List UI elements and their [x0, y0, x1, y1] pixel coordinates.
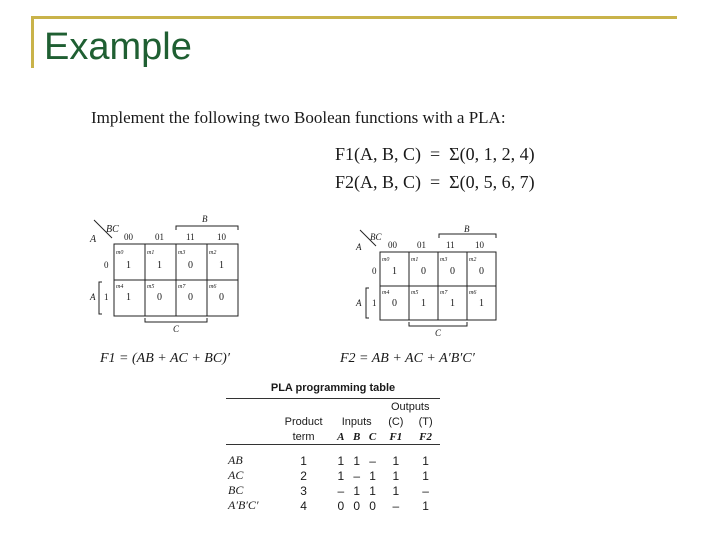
slide-title: Example	[44, 26, 192, 68]
kmap-f1-cell-7: 0	[188, 292, 193, 303]
kmap-f2-b-label: B	[464, 224, 470, 234]
kmap-f2-col-2: 11	[446, 240, 455, 250]
table-row: A′B′C′ 4 0 0 0 – 1	[228, 498, 429, 513]
kmap-f2-col-1: 01	[417, 240, 426, 250]
svg-text:m7: m7	[178, 284, 186, 290]
svg-text:m3: m3	[440, 257, 448, 263]
table-row: AB 1 1 1 – 1 1	[228, 453, 429, 468]
kmap-f2-cell-2: 0	[479, 266, 484, 277]
hdr-term: term	[274, 429, 333, 445]
kmap-f1-cell-0: 1	[126, 260, 131, 271]
hdr-f1: F1	[380, 429, 411, 445]
svg-text:m4: m4	[382, 290, 390, 296]
title-rule-horizontal	[31, 16, 677, 19]
hdr-inputs: Inputs	[341, 415, 372, 428]
hdr-product: Product	[284, 415, 323, 428]
kmap-f2-col-3: 10	[475, 240, 484, 250]
kmap-f2-col-0: 00	[388, 240, 397, 250]
svg-text:m3: m3	[178, 250, 186, 256]
f2-expression: F2 = AB + AC + A′B′C′	[340, 351, 475, 366]
f2-definition: F2(A, B, C) = Σ(0, 5, 6, 7)	[335, 172, 535, 192]
svg-text:m2: m2	[469, 257, 477, 263]
kmap-f2-cell-5: 1	[421, 298, 426, 309]
svg-text:m0: m0	[116, 250, 124, 256]
pla-table-title: PLA programming table	[270, 382, 396, 394]
svg-text:m1: m1	[147, 250, 155, 256]
hdr-c: (C)	[388, 415, 404, 428]
svg-text:m2: m2	[209, 250, 217, 256]
kmap-f1-cell-4: 1	[126, 292, 131, 303]
kmap-f2-corner-col: BC	[370, 232, 382, 242]
kmap-f1-row-0: 0	[104, 260, 109, 270]
kmap-f1-corner-row: A	[90, 234, 97, 245]
title-rule-vertical	[31, 16, 34, 68]
kmap-f1-cell-3: 0	[188, 260, 193, 271]
svg-text:m6: m6	[209, 284, 217, 290]
kmap-f2-a-label: A	[356, 298, 362, 308]
kmap-f1-row-1: 1	[104, 292, 109, 302]
kmap-f1-col-0: 00	[124, 232, 133, 242]
table-row: AC 2 1 – 1 1 1	[228, 468, 429, 483]
pla-programming-table	[226, 382, 440, 513]
hdr-a: A	[333, 429, 349, 445]
kmap-f1-cell-6: 0	[219, 292, 224, 303]
f1-definition: F1(A, B, C) = Σ(0, 1, 2, 4)	[335, 144, 535, 164]
kmap-f2-c-label: C	[435, 328, 442, 338]
kmap-f2-row-1: 1	[372, 298, 377, 308]
kmap-f1-cell-2: 1	[219, 260, 224, 271]
hdr-outputs: Outputs	[380, 399, 440, 415]
svg-text:m6: m6	[469, 290, 477, 296]
kmap-f2-cell-3: 0	[450, 266, 455, 277]
svg-text:m5: m5	[147, 284, 155, 290]
svg-text:m5: m5	[411, 290, 419, 296]
f1-expression: F1 = (AB + AC + BC)′	[100, 351, 230, 366]
kmap-f1-a-label: A	[90, 292, 96, 302]
svg-text:m1: m1	[411, 257, 419, 263]
kmap-f2-corner-row: A	[356, 242, 362, 252]
kmap-f1-cell-1: 1	[157, 260, 162, 271]
kmap-f2	[354, 222, 504, 347]
kmap-f1	[88, 212, 248, 342]
kmap-f2-cell-1: 0	[421, 266, 426, 277]
kmap-f1-corner-col: BC	[106, 224, 119, 235]
hdr-f2: F2	[411, 429, 440, 445]
kmap-f1-col-1: 01	[155, 232, 164, 242]
kmap-f2-cell-4: 0	[392, 298, 397, 309]
problem-statement: Implement the following two Boolean functions with a PLA:	[91, 108, 506, 127]
kmap-f1-b-label: B	[202, 214, 208, 224]
svg-text:m4: m4	[116, 284, 124, 290]
svg-text:m7: m7	[440, 290, 448, 296]
svg-text:m0: m0	[382, 257, 390, 263]
kmap-f2-row-0: 0	[372, 266, 377, 276]
hdr-b: B	[349, 429, 365, 445]
kmap-f1-col-3: 10	[217, 232, 226, 242]
table-row: BC 3 – 1 1 1 –	[228, 483, 429, 498]
hdr-cc: C	[365, 429, 381, 445]
kmap-f1-cell-5: 0	[157, 292, 162, 303]
kmap-f1-c-label: C	[173, 324, 180, 334]
kmap-f2-cell-7: 1	[450, 298, 455, 309]
kmap-f1-col-2: 11	[186, 232, 195, 242]
kmap-f2-cell-0: 1	[392, 266, 397, 277]
hdr-t: (T)	[418, 415, 433, 428]
kmap-f2-cell-6: 1	[479, 298, 484, 309]
